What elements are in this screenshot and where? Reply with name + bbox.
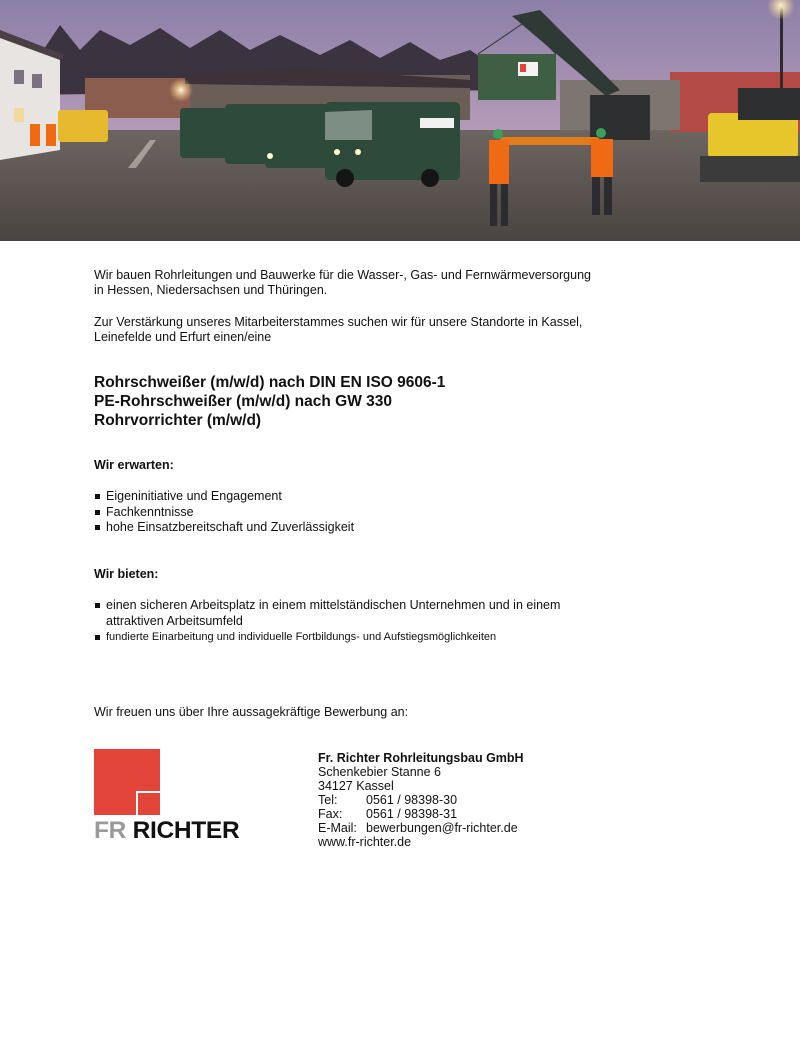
fax-number: 0561 / 98398-31 — [366, 807, 458, 821]
position-title: PE-Rohrschweißer (m/w/d) nach GW 330 — [94, 393, 393, 410]
richter-logo-mark-icon — [94, 749, 162, 815]
city-address: 34127 Kassel — [318, 779, 394, 793]
phone-row — [318, 793, 524, 807]
position-titles — [94, 373, 445, 430]
logo-wordmark-richter: RICHTER — [132, 817, 240, 844]
phone-label: Tel: — [318, 793, 338, 807]
bullet-icon — [95, 635, 100, 640]
fax-label: Fax: — [318, 807, 343, 821]
list-item: fundierte Einarbeitung und individuelle Fortbildungs- und Aufstiegsmöglichkeiten — [94, 630, 634, 644]
offers-heading: Wir bieten: — [94, 567, 159, 581]
bullet-icon — [95, 603, 100, 608]
construction-yard-scene — [0, 0, 800, 241]
intro-paragraph-recruiting: Zur Verstärkung unseres Mitarbeiterstammes suchen wir für unsere Standorte in Kassel, Leinefelde und Erfurt einen/eine — [94, 315, 583, 344]
logo-wordmark-fr: FR — [94, 817, 127, 844]
company-name: Fr. Richter Rohrleitungsbau GmbH — [318, 751, 524, 765]
closing-text: Wir freuen uns über Ihre aussagekräftige Bewerbung an: — [94, 705, 409, 719]
expectations-heading: Wir erwarten: — [94, 458, 174, 472]
offers-list — [94, 598, 634, 644]
list-item: Fachkenntnisse — [94, 505, 354, 521]
logo-wordmark — [94, 818, 239, 844]
bullet-icon — [95, 525, 100, 530]
bullet-icon — [95, 510, 100, 515]
intro-paragraph-company: Wir bauen Rohrleitungen und Bauwerke für die Wasser-, Gas- und Fernwärmeversorgung in Hessen, Niedersachsen und Thüringen. — [94, 268, 591, 297]
email-link[interactable]: bewerbungen@fr-richter.de — [366, 821, 518, 835]
list-item: Eigeninitiative und Engagement — [94, 489, 354, 505]
expectations-list — [94, 489, 354, 536]
list-item: einen sicheren Arbeitsplatz in einem mittelständischen Unternehmen und in einem attraktiven Arbeitsumfeld — [94, 598, 634, 629]
company-logo — [94, 749, 264, 845]
header-photo — [0, 0, 800, 241]
position-title: Rohrschweißer (m/w/d) nach DIN EN ISO 9606-1 — [94, 374, 446, 391]
list-item: hohe Einsatzbereitschaft und Zuverlässigkeit — [94, 520, 354, 536]
email-label: E-Mail: — [318, 821, 357, 835]
position-title: Rohrvorrichter (m/w/d) — [94, 412, 262, 429]
email-row — [318, 821, 524, 835]
website-link[interactable]: www.fr-richter.de — [318, 835, 412, 849]
phone-number: 0561 / 98398-30 — [366, 793, 458, 807]
contact-block — [318, 751, 524, 849]
bullet-icon — [95, 494, 100, 499]
fax-row — [318, 807, 524, 821]
street-address: Schenkebier Stanne 6 — [318, 765, 442, 779]
